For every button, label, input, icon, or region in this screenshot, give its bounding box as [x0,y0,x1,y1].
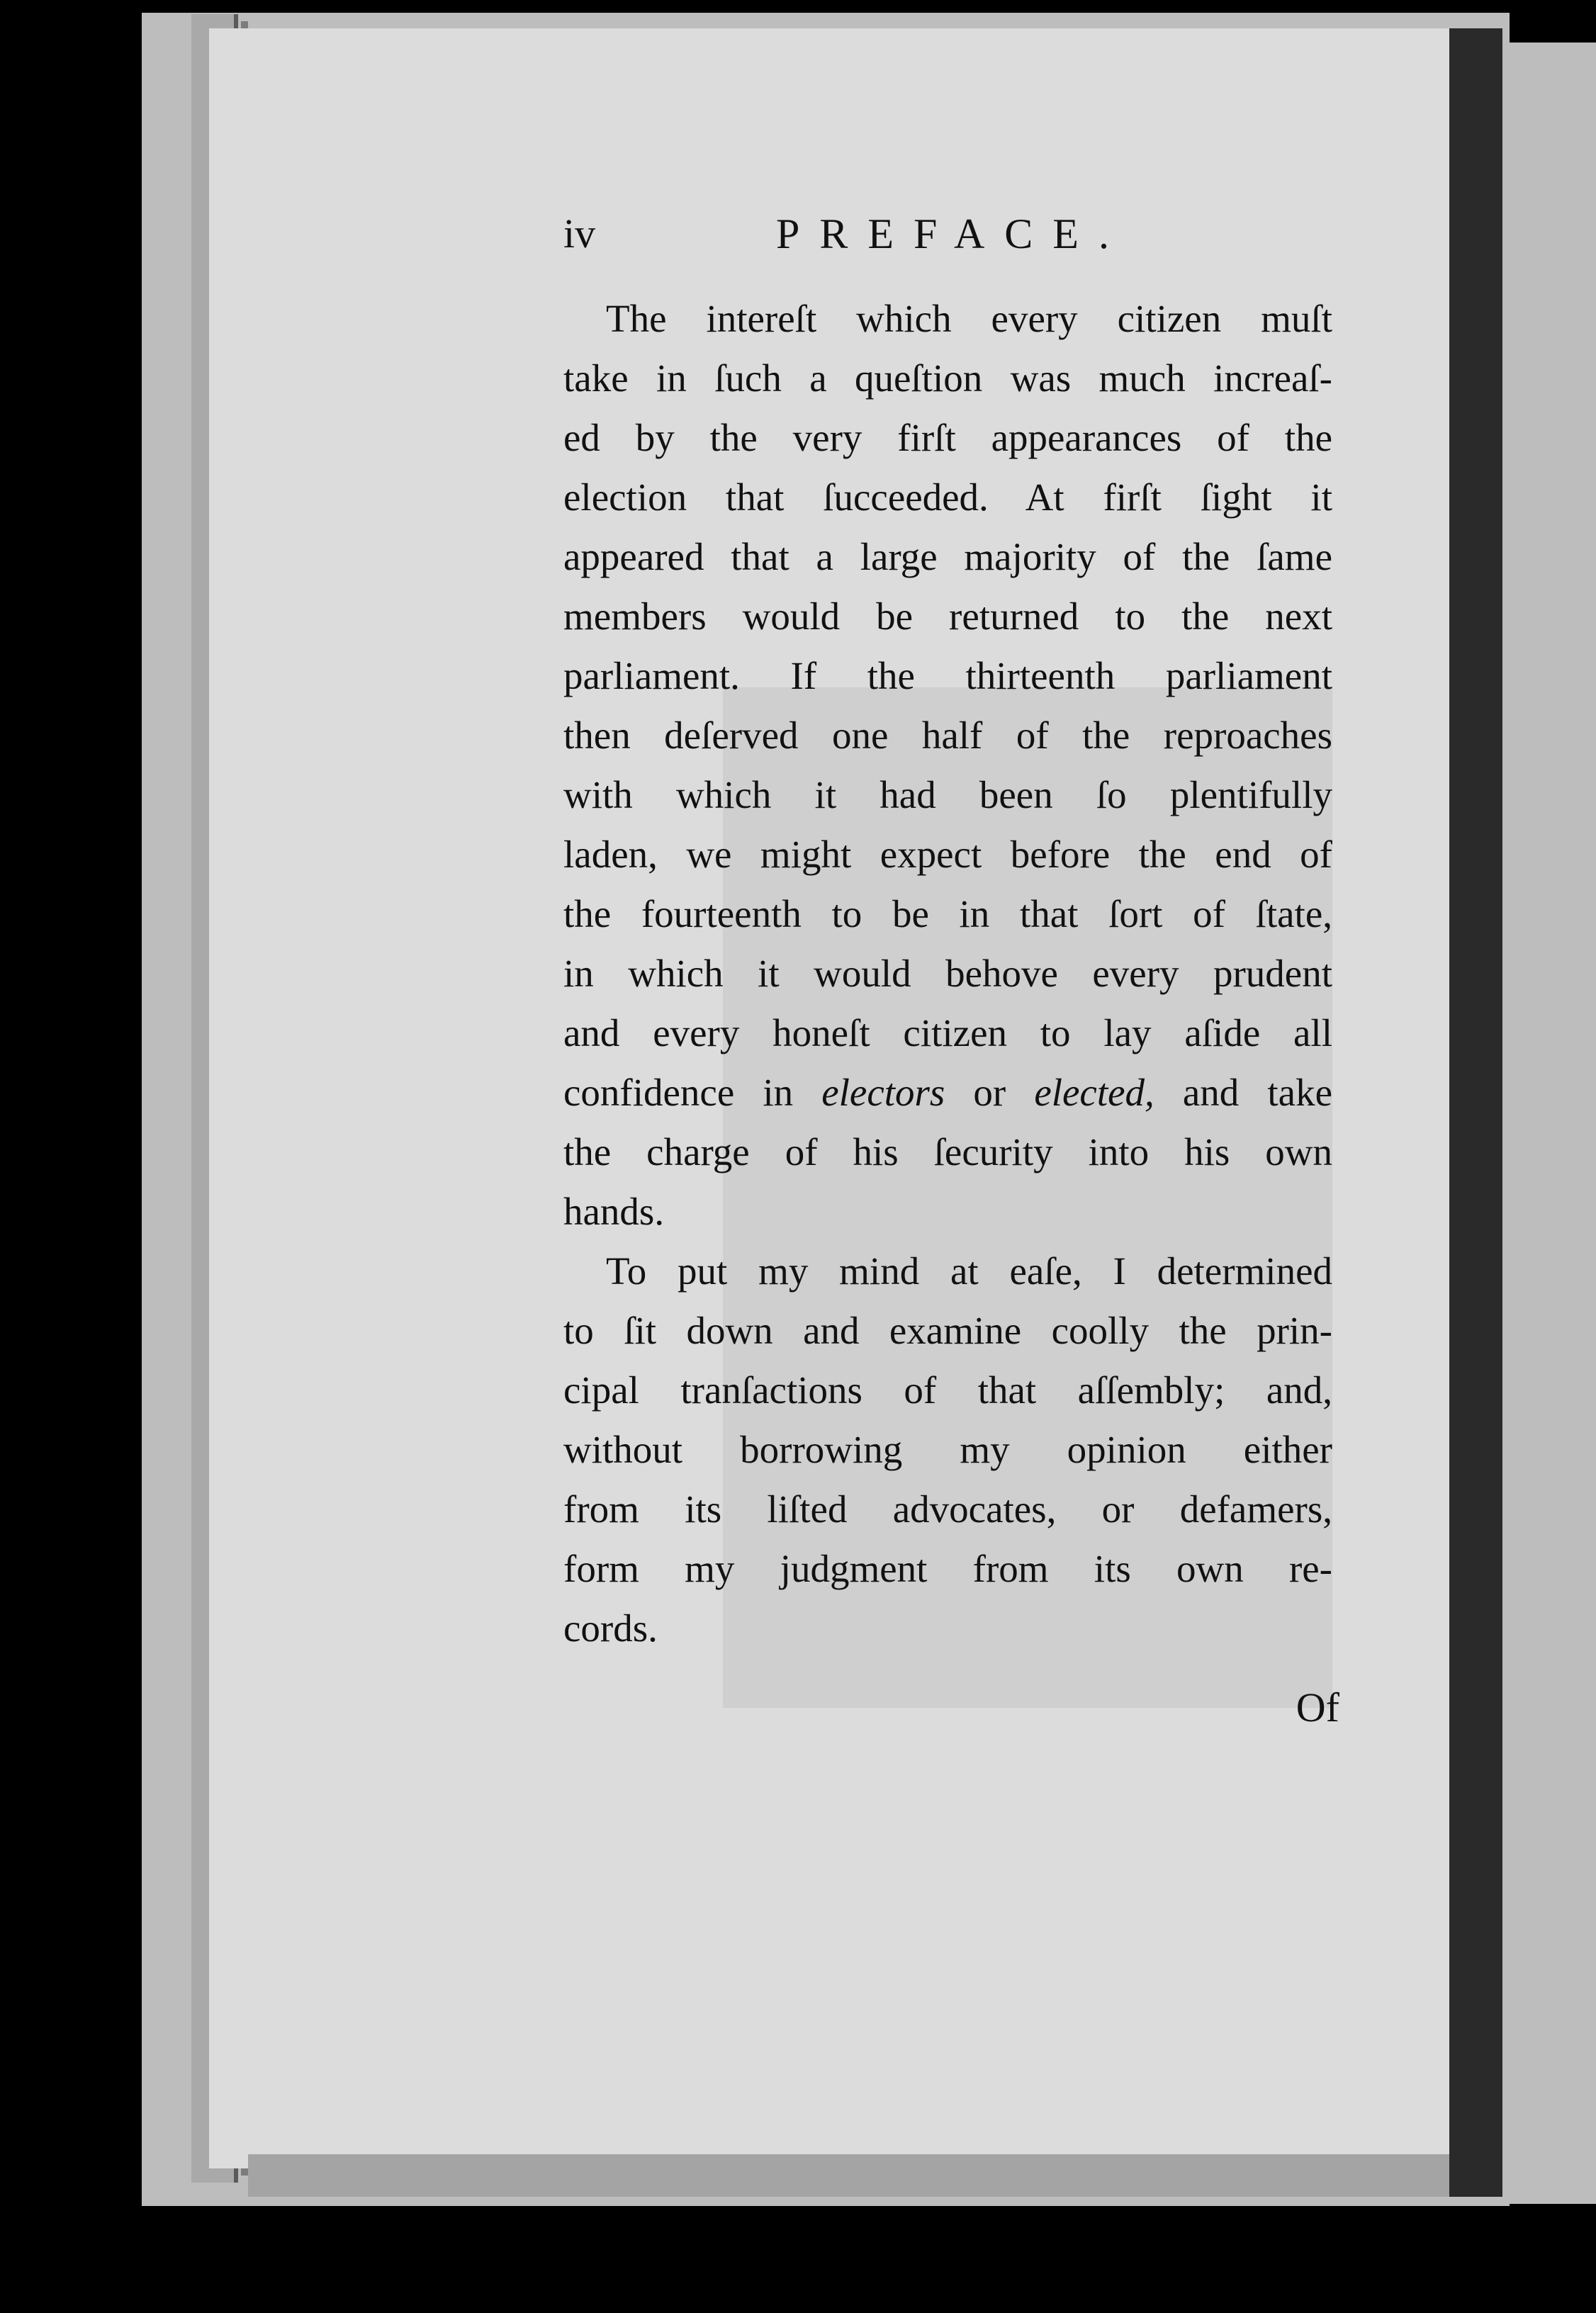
right-gutter-shadow [1449,28,1502,2197]
text-line: hands. [563,1190,665,1233]
text-line: form my judgment from its own re- [563,1547,1332,1590]
text-line: election that ſucceeded. At firſt ſight it [563,475,1332,519]
page-header [563,206,1336,269]
italic-word-electors: electors [821,1071,945,1114]
text-line: to ſit down and examine coolly the prin- [563,1309,1332,1352]
text-line: cords. [563,1606,658,1650]
text-line: in which it would behove every prudent [563,952,1332,995]
page-number: iv [563,210,596,257]
body-text [563,289,1332,1658]
text-line: and every honeſt citizen to lay aſide all [563,1011,1332,1054]
text-line: with which it had been ſo plentifully [563,773,1332,816]
text-line-with-italics [563,1063,1332,1122]
text-line: laden, we might expect before the end of [563,833,1332,876]
catchword: Of [1296,1684,1339,1730]
text-line: members would be returned to the next [563,595,1332,638]
text-line: the charge of his ſecurity into his own [563,1130,1332,1174]
text-line: take in ſuch a queſtion was much increaſ- [563,356,1332,400]
paragraph-2 [563,1242,1332,1658]
text-segment: or [945,1071,1035,1114]
text-line: appeared that a large majority of the ſame [563,535,1332,578]
text-line: the fourteenth to be in that ſort of ſtate, [563,892,1332,935]
page-bottom-edge [248,2154,1453,2197]
text-line: To put my mind at eaſe, I determined [606,1249,1332,1293]
text-segment: confidence in [563,1071,822,1114]
text-line: parliament. If the thirteenth parliament [563,654,1332,697]
running-head: PREFACE. [776,210,1129,257]
text-line: from its liſted advocates, or defamers, [563,1487,1332,1531]
text-line: without borrowing my opinion either [563,1428,1332,1471]
next-page-edge [1502,43,1596,2204]
paragraph-1 [563,289,1332,1242]
text-line: cipal tranſactions of that aſſembly; and, [563,1368,1332,1412]
text-line: then deſerved one half of the reproaches [563,714,1332,757]
text-line: The intereſt which every citizen muſt [606,297,1332,340]
text-line: ed by the very firſt appearances of the [563,416,1332,459]
text-segment: and take [1154,1071,1332,1114]
italic-word-elected: elected, [1034,1071,1154,1114]
